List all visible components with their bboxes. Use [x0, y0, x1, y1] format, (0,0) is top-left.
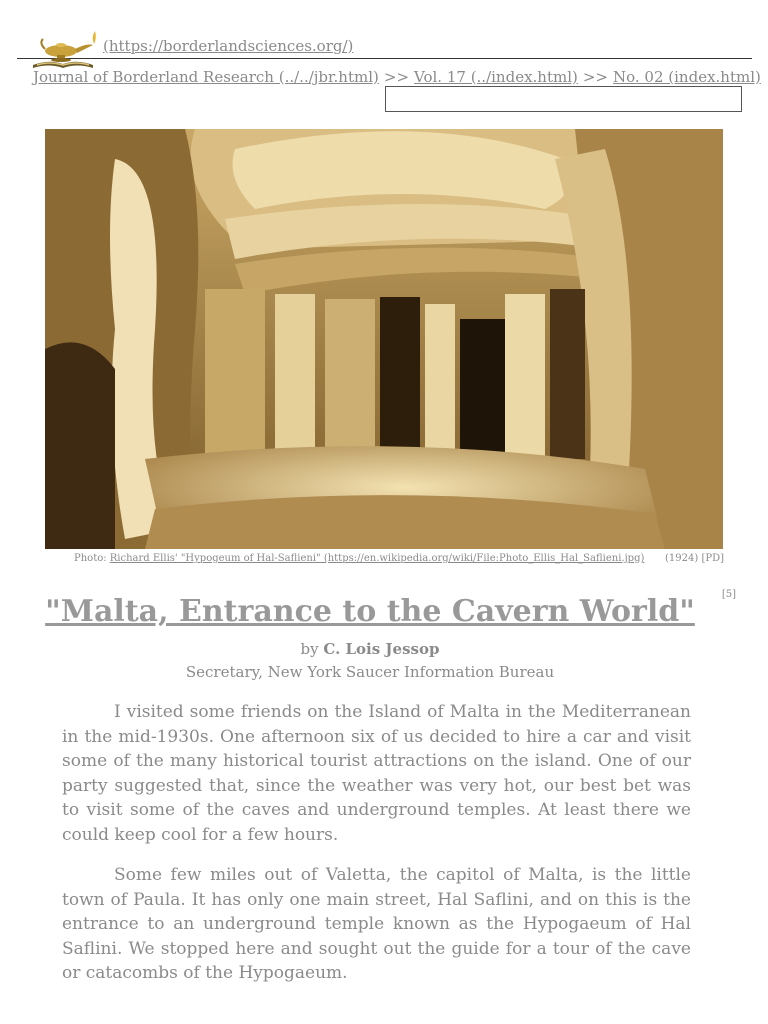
- site-header: [17, 24, 752, 59]
- breadcrumb-volume-link[interactable]: Vol. 17 (../index.html): [414, 68, 578, 86]
- byline: [0, 640, 740, 658]
- breadcrumb-separator: >>: [383, 68, 410, 86]
- photo-caption: [74, 553, 724, 564]
- search-input[interactable]: [385, 86, 742, 112]
- author-affiliation: Secretary, New York Saucer Information Bureau: [185, 663, 555, 681]
- caption-prefix: Photo:: [74, 553, 110, 564]
- article-title-link[interactable]: "Malta, Entrance to the Cavern World": [45, 594, 695, 629]
- article-body: [62, 700, 691, 1002]
- footnote-reference[interactable]: [5]: [721, 589, 736, 600]
- byline-prefix: by: [300, 640, 324, 658]
- author-name: C. Lois Jessop: [323, 640, 440, 658]
- article-title: [0, 594, 740, 629]
- breadcrumb: [33, 68, 761, 86]
- caption-year-license: (1924) [PD]: [665, 553, 724, 564]
- site-home-link[interactable]: (https://borderlandsciences.org/): [103, 37, 354, 55]
- footnote-link[interactable]: 5: [725, 589, 733, 600]
- breadcrumb-journal-link[interactable]: Journal of Borderland Research (../../jbr.html): [33, 68, 379, 86]
- breadcrumb-issue-link[interactable]: No. 02 (index.html): [613, 68, 761, 86]
- lamp-logo-icon[interactable]: [27, 27, 99, 69]
- paragraph: I visited some friends on the Island of Malta in the Mediterranean in the mid-1930s. One afternoon six of us decided to hire a car and visit some of the many historical tourist attractions on the island. One of our party suggested that, since the weather was very hot, our best bet was to visit some of the caves and underground temples. At least there we could keep cool for a few hours.: [62, 702, 691, 845]
- breadcrumb-separator: >>: [582, 68, 608, 86]
- caption-source-link[interactable]: Richard Ellis' "Hypogeum of Hal-Saflieni" (https://en.wikipedia.org/wiki/File:Photo_Ellis_Hal_Saflieni.jpg): [109, 553, 645, 564]
- hypogeum-photo: [45, 129, 723, 549]
- paragraph: Some few miles out of Valetta, the capitol of Malta, is the little town of Paula. It has only one main street, Hal Saflini, and on this is the entrance to an underground temple known as the Hypogaeum of Hal Saflini. We stopped here and sought out the guide for a tour of the cave or catacombs of the Hypogaeum.: [62, 865, 691, 983]
